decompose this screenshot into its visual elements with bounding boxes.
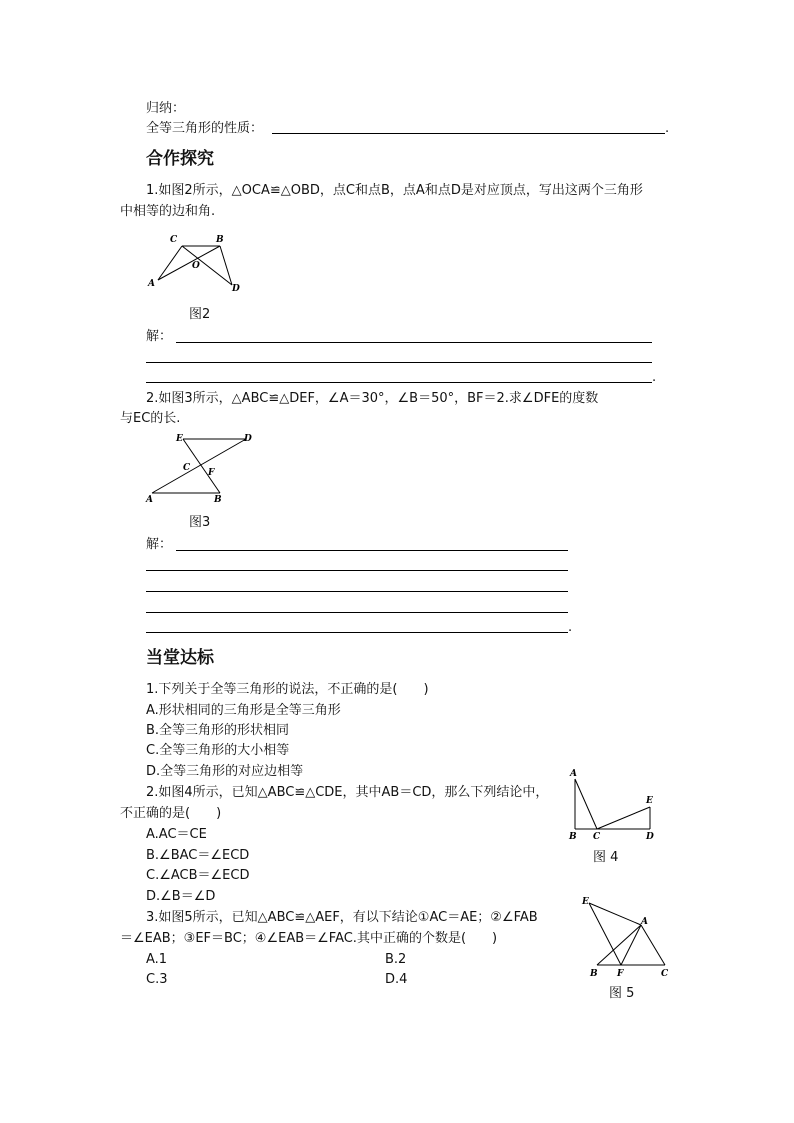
fig5-line-ef bbox=[589, 903, 621, 965]
fig3-label-f: F bbox=[208, 468, 215, 478]
check-q3-option-b[interactable]: B.2 bbox=[385, 952, 407, 967]
fig4-label-e: E bbox=[646, 796, 653, 806]
check-q3-line2: ＝∠EAB；③EF＝BC；④∠EAB＝∠FAC.其中正确的个数是( ) bbox=[120, 931, 498, 946]
check-q1-option-c[interactable]: C.全等三角形的大小相等 bbox=[146, 743, 290, 758]
property-answer-line[interactable] bbox=[272, 133, 665, 134]
figure-2-caption: 图2 bbox=[189, 307, 211, 322]
fig2-line-bd bbox=[220, 246, 232, 285]
figure-3-caption: 图3 bbox=[189, 515, 211, 530]
fig3-line-da bbox=[152, 439, 246, 493]
check-q2-option-c[interactable]: C.∠ACB＝∠ECD bbox=[146, 868, 250, 883]
q2-text-line2: 与EC的长. bbox=[120, 411, 181, 426]
fig4-line-ac bbox=[575, 779, 597, 829]
check-q2-line2: 不正确的是( ) bbox=[120, 806, 222, 821]
fig2-label-b: B bbox=[216, 235, 224, 245]
check-q2-option-a[interactable]: A.AC＝CE bbox=[146, 827, 207, 842]
section-title-cooperative-inquiry: 合作探究 bbox=[146, 149, 214, 169]
q1-text-line1: 1.如图2所示，△OCA≌△OBD，点C和点B，点A和点D是对应顶点，写出这两个三角形 bbox=[146, 183, 643, 198]
check-q1-option-a[interactable]: A.形状相同的三角形是全等三角形 bbox=[146, 703, 341, 718]
fig2-label-o: O bbox=[192, 261, 200, 271]
fig3-label-e: E bbox=[176, 434, 183, 444]
q2-answer-line-4[interactable] bbox=[146, 612, 568, 613]
fig3-label-b: B bbox=[214, 495, 222, 505]
fig4-label-b: B bbox=[569, 832, 577, 842]
fig5-line-af bbox=[621, 925, 641, 965]
q1-answer-line-3[interactable] bbox=[146, 382, 652, 383]
property-end-dot: . bbox=[665, 121, 670, 136]
check-q3-option-a[interactable]: A.1 bbox=[146, 952, 168, 967]
q1-text-line2: 中相等的边和角. bbox=[120, 204, 216, 219]
fig5-label-a: A bbox=[641, 917, 648, 927]
fig5-label-c: C bbox=[661, 969, 669, 979]
q1-answer-label: 解： bbox=[146, 329, 173, 344]
fig3-label-c: C bbox=[183, 463, 191, 473]
check-q2-line1: 2.如图4所示，已知△ABC≌△CDE，其中AB＝CD，那么下列结论中， bbox=[146, 785, 549, 800]
q2-answer-line-5[interactable] bbox=[146, 632, 568, 633]
property-label: 全等三角形的性质： bbox=[146, 121, 264, 136]
q2-text-line1: 2.如图3所示，△ABC≌△DEF，∠A＝30°，∠B＝50°，BF＝2.求∠DFE的度数 bbox=[146, 391, 599, 406]
fig4-label-d: D bbox=[646, 832, 654, 842]
check-q1-option-d[interactable]: D.全等三角形的对应边相等 bbox=[146, 764, 304, 779]
figure-4 bbox=[565, 764, 675, 846]
fig3-label-d: D bbox=[244, 434, 252, 444]
fig4-label-a: A bbox=[570, 769, 577, 779]
check-q2-option-b[interactable]: B.∠BAC＝∠ECD bbox=[146, 848, 250, 863]
figure-2 bbox=[140, 228, 250, 298]
q2-end-dot: . bbox=[568, 620, 573, 635]
figure-5-caption: 图 5 bbox=[609, 986, 635, 1001]
q2-answer-line-1[interactable] bbox=[176, 550, 568, 551]
fig2-line-cd bbox=[182, 246, 232, 285]
fig5-label-b: B bbox=[590, 969, 598, 979]
fig5-label-e: E bbox=[582, 897, 589, 907]
figure-5 bbox=[575, 890, 680, 982]
fig2-label-c: C bbox=[170, 235, 178, 245]
fig4-label-c: C bbox=[593, 832, 601, 842]
fig2-label-a: A bbox=[148, 279, 155, 289]
fig2-label-d: D bbox=[232, 284, 240, 294]
fig2-line-ca bbox=[158, 246, 182, 280]
check-q1-option-b[interactable]: B.全等三角形的形状相同 bbox=[146, 723, 290, 738]
check-q2-option-d[interactable]: D.∠B＝∠D bbox=[146, 889, 216, 904]
check-q3-option-d[interactable]: D.4 bbox=[385, 972, 408, 987]
q1-end-dot: . bbox=[652, 370, 657, 385]
q1-answer-line-2[interactable] bbox=[146, 362, 652, 363]
fig3-label-a: A bbox=[146, 495, 153, 505]
q1-answer-line-1[interactable] bbox=[176, 342, 652, 343]
fig5-line-ac bbox=[641, 925, 665, 965]
section-title-class-check: 当堂达标 bbox=[146, 648, 214, 668]
q2-answer-line-3[interactable] bbox=[146, 591, 568, 592]
summary-label: 归纳： bbox=[146, 101, 186, 116]
fig5-line-ea bbox=[589, 903, 641, 925]
check-q1-stem: 1.下列关于全等三角形的说法，不正确的是( ) bbox=[146, 682, 429, 697]
figure-4-caption: 图 4 bbox=[593, 850, 619, 865]
q2-answer-line-2[interactable] bbox=[146, 570, 568, 571]
fig4-line-ce bbox=[597, 807, 650, 829]
figure-3 bbox=[140, 428, 265, 508]
fig5-label-f: F bbox=[617, 969, 624, 979]
q2-answer-label: 解： bbox=[146, 537, 173, 552]
check-q3-option-c[interactable]: C.3 bbox=[146, 972, 168, 987]
check-q3-line1: 3.如图5所示，已知△ABC≌△AEF，有以下结论①AC＝AE；②∠FAB bbox=[146, 910, 538, 925]
